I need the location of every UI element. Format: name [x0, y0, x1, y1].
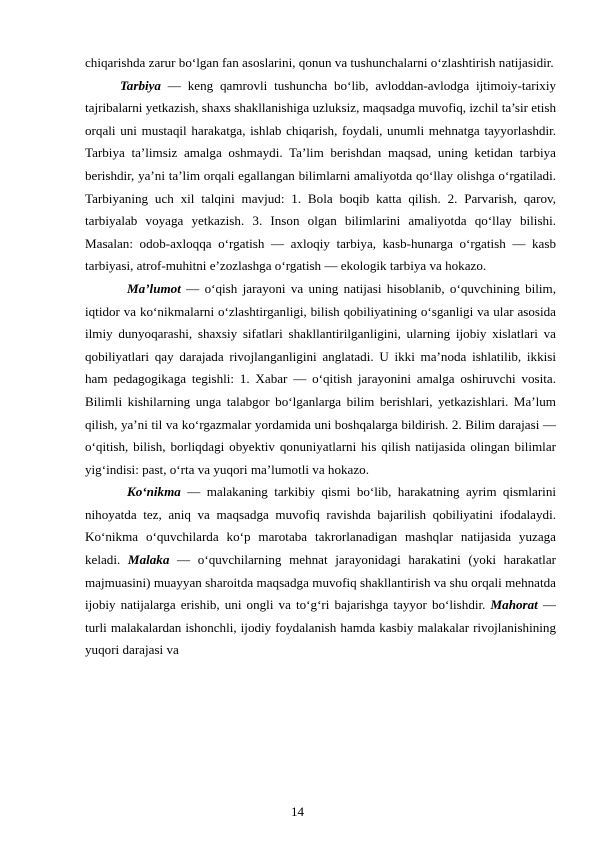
paragraph-konikma: [85, 481, 556, 662]
paragraph-continuation: [85, 52, 556, 75]
term-tarbiya: Tarbiya: [120, 77, 161, 93]
paragraph-text: — turli malakalardan ishonchli, ijodiy foydalanish hamda kasbiy malakalar rivojlanishining yuqori darajasi va: [85, 597, 556, 658]
paragraph-malumot: [85, 278, 556, 481]
paragraph-text: — keng qamrovli tushuncha bo‘lib, avloddan-avlodga ijtimoiy-tarixiy tajribalarni yetkazish, shaxs shakllanishiga uzluksiz, maqsadga muvofiq, izchil ta’sir etish orqali uni mustaqil harakatga, ishlab chiqarish, foydali, unumli mehnatga tayyorlashdir. Tarbiya ta’limsiz amalga oshmaydi. Ta’lim berishdan maqsad, uning ketidan tarbiya berishdir, ya’ni ta’lim orqali egallangan bilimlarni amaliyotda qo‘llay olishga o‘rgatiladi. Tarbiyaning uch xil talqini mavjud: 1. Bola boqib katta qilish. 2. Parvarish, qarov, tarbiyalab voyaga yetkazish. 3. Inson olgan bilimlarini amaliyotda qo‘llay bilishi. Masalan: odob-axloqqa o‘rgatish — axloqiy tarbiya, kasb-hunarga o‘rgatish — kasb tarbiyasi, atrof-muhitni e’zozlashga o‘rgatish — ekologik tarbiya va hokazo.: [85, 77, 556, 274]
paragraph-text: — o‘quvchilarning mehnat jarayonidagi harakatini (yoki harakatlar majmuasini) muayyan sharoitda maqsadga muvofiq shakllantirish va shu orqali mehnatda ijobiy natijalarga erishib, uni ongli va to‘g‘ri bajarishga tayyor bo‘lishdir.: [85, 552, 556, 613]
term-mahorat: Mahorat: [490, 597, 538, 613]
term-konikma: Ko‘nikma: [127, 484, 181, 500]
page-body: [85, 52, 556, 662]
page-number: 14: [290, 804, 305, 819]
term-malaka: Malaka: [127, 552, 170, 568]
paragraph-tarbiya: [85, 75, 556, 278]
term-malumot: Ma’lumot: [127, 280, 181, 296]
paragraph-text: chiqarishda zarur bo‘lgan fan asoslarini, qonun va tushunchalarni o‘zlashtirish natijasidir.: [85, 55, 554, 70]
paragraph-text: — o‘qish jarayoni va uning natijasi hisoblanib, o‘quvchining bilim, iqtidor va ko‘nikmalarni o‘zlashtirganligi, bilish qobiliyatining o‘sganligi va ular asosida ilmiy dunyoqarashi, shaxsiy sifatlari shakllantirilganligini, ularning ijobiy xislatlari va qobiliyatlari qay darajada rivojlanganligini anglatadi. U ikki ma’noda ishlatilib, ikkisi ham pedagogikaga tegishli: 1. Xabar — o‘qitish jarayonini amalga oshiruvchi vosita. Bilimli kishilarning unga talabgor bo‘lganlarga bilim berishlari, yetkazishlari. Ma’lum qilish, ya’ni til va ko‘rgazmalar yordamida uni boshqalarga bildirish. 2. Bilim darajasi — o‘qitish, bilish, borliqdagi obyektiv qonuniyatlarni his qilish natijasida olingan bilimlar yig‘indisi: past, o‘rta va yuqori ma’lumotli va hokazo.: [85, 280, 556, 477]
paragraph-text: — malakaning tarkibiy qismi bo‘lib, harakatning ayrim qismlarini nihoyatda tez, aniq va maqsadga muvofiq ravishda bajarilish qobiliyatini ifodalaydi. Ko‘nikma o‘quvchilarda ko‘p marotaba takrorlanadigan mashqlar natijasida yuzaga keladi.: [85, 484, 556, 568]
